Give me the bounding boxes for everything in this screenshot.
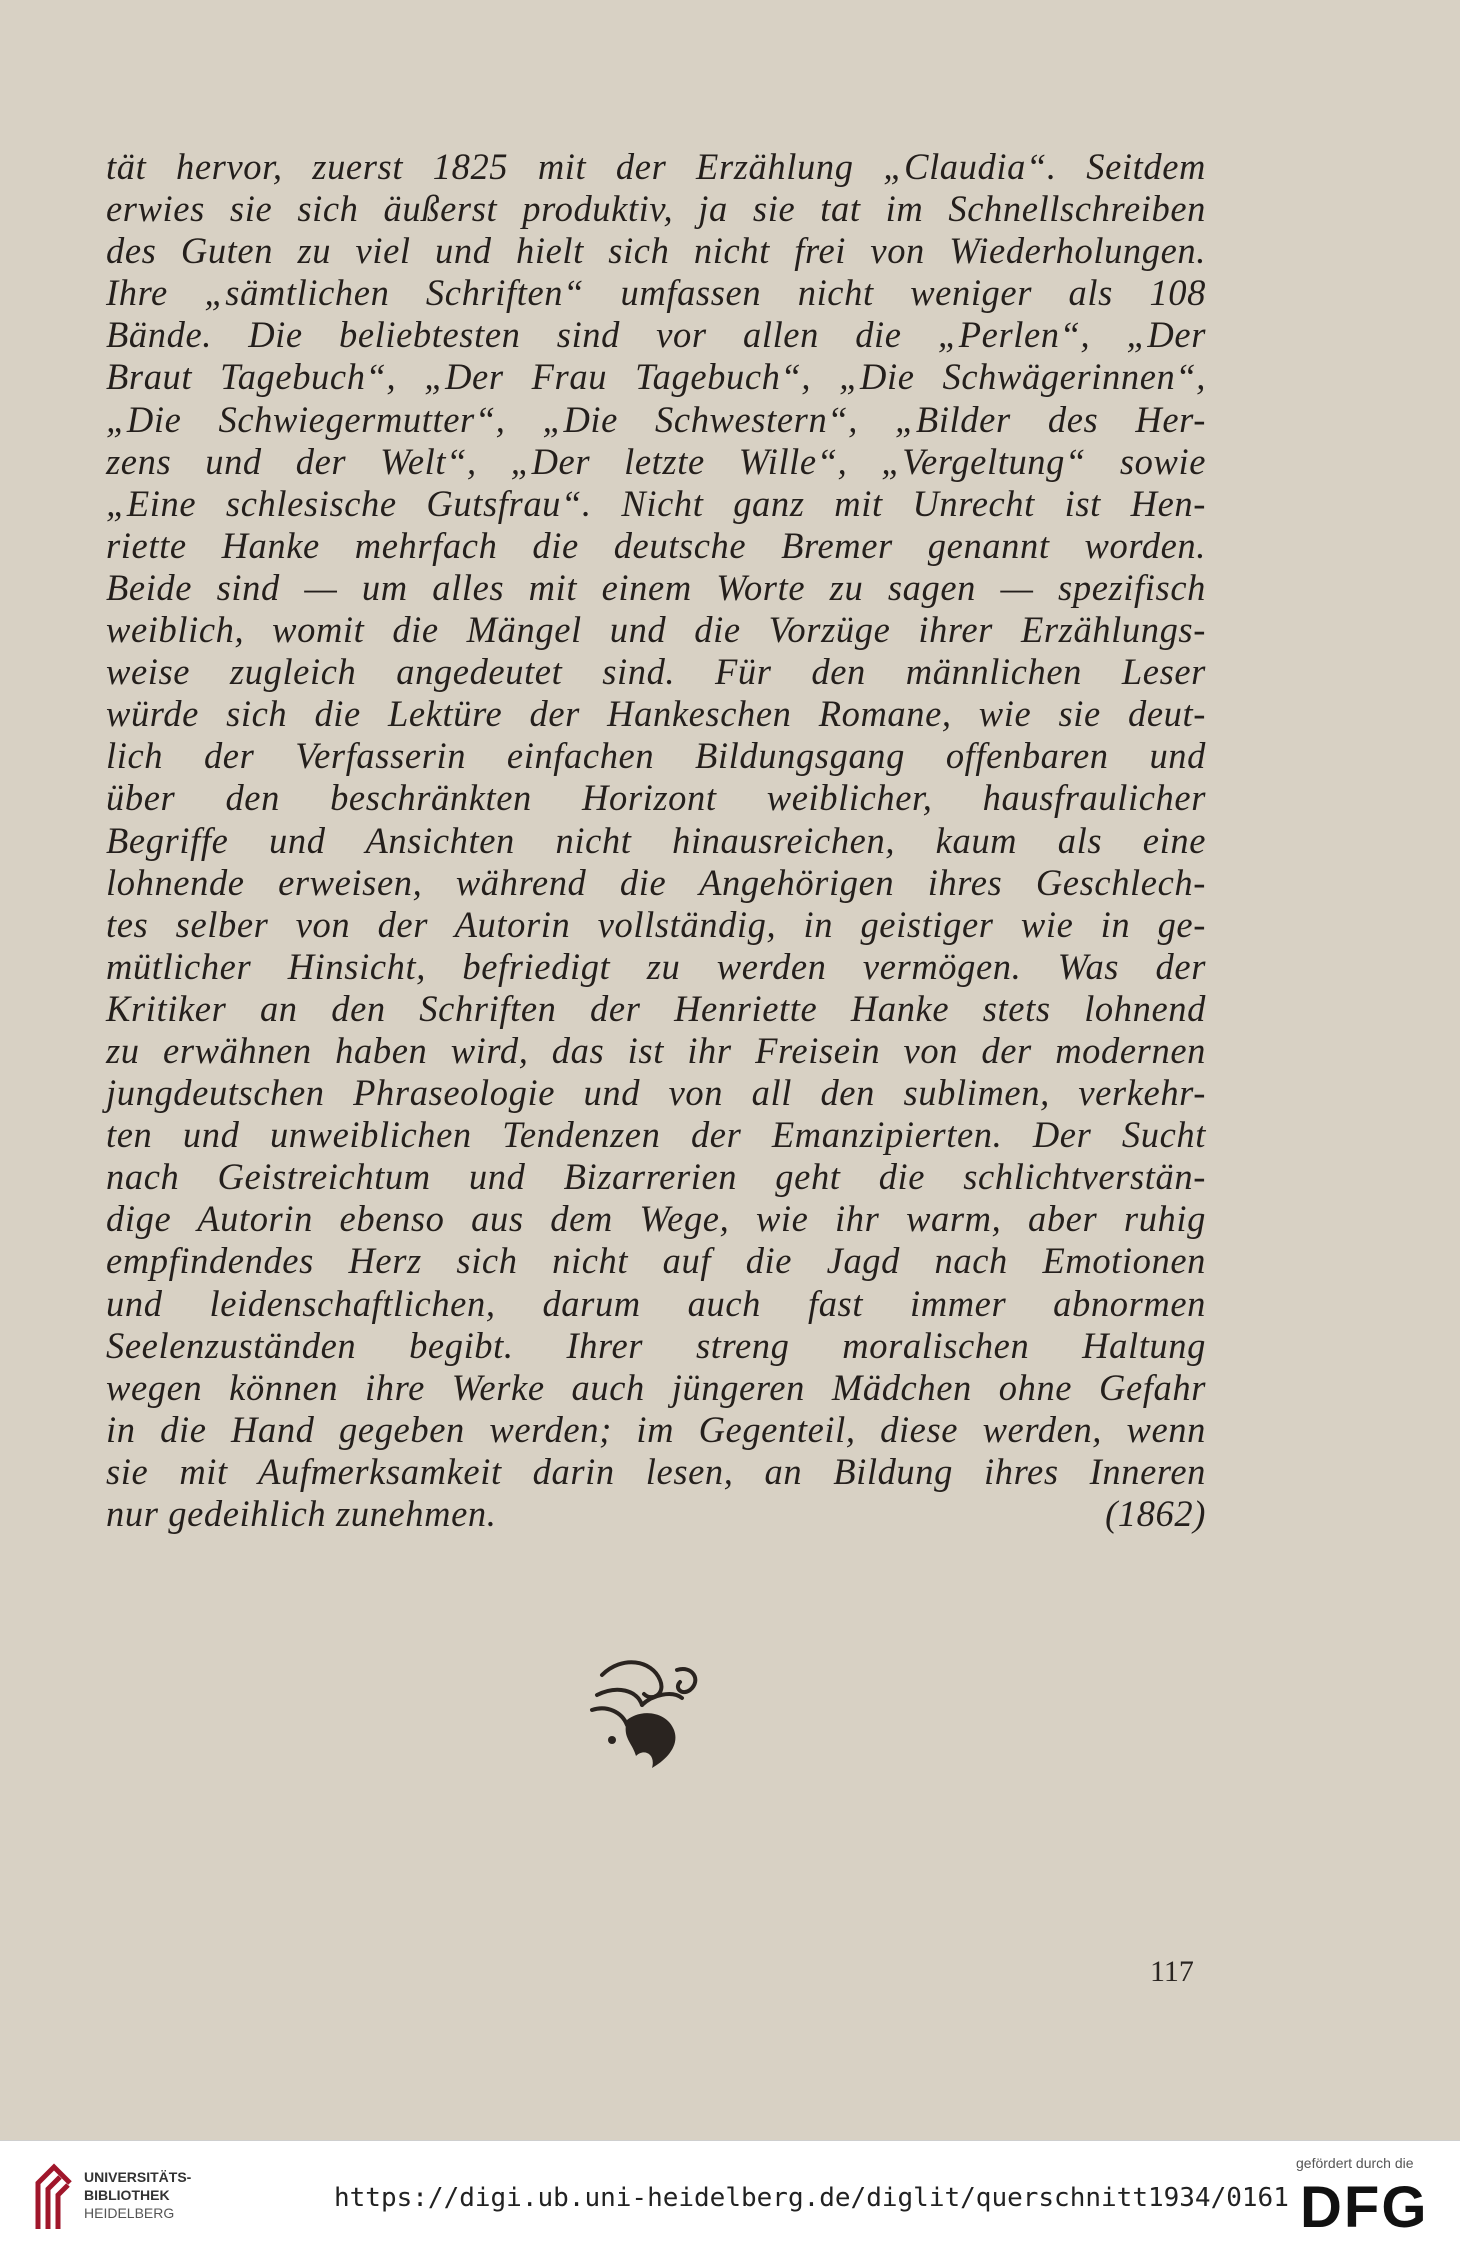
text-line: „Die Schwiegermutter“, „Die Schwestern“, „Bilder des Her-	[106, 398, 1206, 440]
library-line-3: HEIDELBERG	[84, 2205, 175, 2221]
text-line: würde sich die Lektüre der Hankeschen Romane, wie sie deut-	[106, 693, 1206, 735]
text-line: „Eine schlesische Gutsfrau“. Nicht ganz mit Unrecht ist Hen-	[106, 482, 1206, 524]
text-line: Bände. Die beliebtesten sind vor allen die „Perlen“, „Der	[106, 314, 1206, 356]
floral-ornament-icon	[582, 1650, 712, 1780]
dfg-logo[interactable]: DFG	[1300, 2175, 1429, 2240]
library-logo-icon[interactable]	[32, 2159, 74, 2233]
permalink-url[interactable]: https://digi.ub.uni-heidelberg.de/diglit/querschnitt1934/0161	[334, 2183, 1289, 2213]
viewer-footer	[0, 2140, 1460, 2252]
text-line: ten und unweiblichen Tendenzen der Emanzipierten. Der Sucht	[106, 1114, 1206, 1156]
text-line: lich der Verfasserin einfachen Bildungsgang offenbaren und	[106, 735, 1206, 777]
text-line: sie mit Aufmerksamkeit darin lesen, an Bildung ihres Inneren	[106, 1450, 1206, 1492]
text-line: Braut Tagebuch“, „Der Frau Tagebuch“, „Die Schwägerinnen“,	[106, 356, 1206, 398]
text-line: tes selber von der Autorin vollständig, in geistiger wie in ge-	[106, 903, 1206, 945]
text-line: jungdeutschen Phraseologie und von all den sublimen, verkehr-	[106, 1072, 1206, 1114]
text-line: in die Hand gegeben werden; im Gegenteil, diese werden, wenn	[106, 1408, 1206, 1450]
text-line: des Guten zu viel und hielt sich nicht frei von Wiederholungen.	[106, 230, 1206, 272]
text-line: weiblich, womit die Mängel und die Vorzüge ihrer Erzählungs-	[106, 609, 1206, 651]
body-text	[106, 146, 1206, 1535]
library-line-2: BIBLIOTHEK	[84, 2187, 170, 2203]
text-line: Seelenzuständen begibt. Ihrer streng moralischen Haltung	[106, 1324, 1206, 1366]
text-line: Beide sind — um alles mit einem Worte zu sagen — spezifisch	[106, 566, 1206, 608]
funded-by-note: gefördert durch die	[1296, 2155, 1414, 2171]
text-line: nach Geistreichtum und Bizarrerien geht die schlichtverstän-	[106, 1156, 1206, 1198]
text-line: Kritiker an den Schriften der Henriette Hanke stets lohnend	[106, 987, 1206, 1029]
text-line: lohnende erweisen, während die Angehörigen ihres Geschlech-	[106, 861, 1206, 903]
text-line: riette Hanke mehrfach die deutsche Bremer genannt worden.	[106, 524, 1206, 566]
text-line: weise zugleich angedeutet sind. Für den männlichen Leser	[106, 651, 1206, 693]
text-line: Ihre „sämtlichen Schriften“ umfassen nicht weniger als 108	[106, 272, 1206, 314]
publication-year: (1862)	[1105, 1493, 1206, 1534]
library-line-1: UNIVERSITÄTS-	[84, 2169, 192, 2185]
page-number: 117	[1150, 1955, 1194, 1988]
text-line: empfindendes Herz sich nicht auf die Jagd nach Emotionen	[106, 1240, 1206, 1282]
text-line: tät hervor, zuerst 1825 mit der Erzählung „Claudia“. Seitdem	[106, 146, 1206, 187]
library-name[interactable]	[84, 2168, 191, 2222]
text-line: und leidenschaftlichen, darum auch fast immer abnormen	[106, 1282, 1206, 1324]
text-line: zens und der Welt“, „Der letzte Wille“, „Vergeltung“ sowie	[106, 440, 1206, 482]
text-line: zu erwähnen haben wird, das ist ihr Freisein von der modernen	[106, 1029, 1206, 1071]
text-line: erwies sie sich äußerst produktiv, ja sie tat im Schnellschreiben	[106, 188, 1206, 230]
closing-text: nur gedeihlich zunehmen.	[106, 1493, 497, 1534]
text-line: über den beschränkten Horizont weiblicher, hausfraulicher	[106, 777, 1206, 819]
text-line: dige Autorin ebenso aus dem Wege, wie ihr warm, aber ruhig	[106, 1198, 1206, 1240]
text-line: mütlicher Hinsicht, befriedigt zu werden vermögen. Was der	[106, 945, 1206, 987]
closing-line	[106, 1493, 1206, 1535]
text-line: wegen können ihre Werke auch jüngeren Mädchen ohne Gefahr	[106, 1366, 1206, 1408]
text-line: Begriffe und Ansichten nicht hinausreichen, kaum als eine	[106, 819, 1206, 861]
